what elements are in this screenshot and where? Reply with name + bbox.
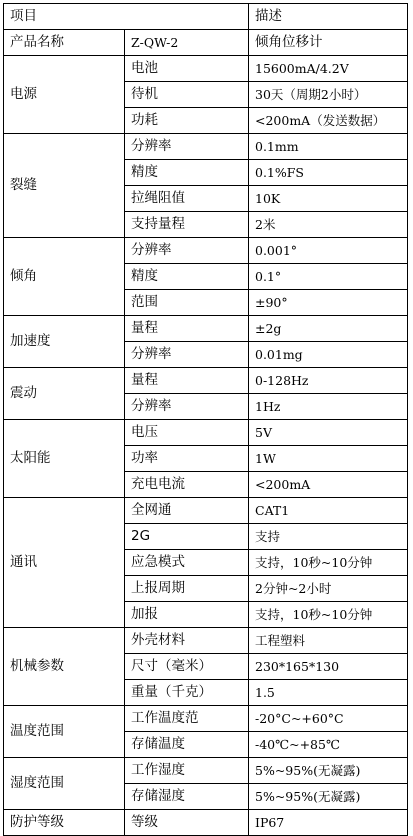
spec-row (4, 316, 408, 342)
param-name-cell: 电池 (125, 56, 249, 82)
spec-row (4, 628, 408, 654)
param-value-cell: 1.5 (249, 680, 408, 706)
param-value-cell: <200mA（发送数据） (249, 108, 408, 134)
param-value-cell: 0-128Hz (249, 368, 408, 394)
param-name-cell: 应急模式 (125, 550, 249, 576)
param-name-cell: 存储湿度 (125, 784, 249, 810)
group-name-cell: 加速度 (4, 316, 125, 368)
param-value-cell: 5%~95%(无凝露) (249, 784, 408, 810)
spec-row (4, 706, 408, 732)
param-name-cell: 全网通 (125, 498, 249, 524)
header-row (4, 4, 408, 30)
param-value-cell: ±2g (249, 316, 408, 342)
spec-row (4, 134, 408, 160)
product-desc-cell: 倾角位移计 (249, 30, 408, 56)
param-name-cell: 外壳材料 (125, 628, 249, 654)
param-name-cell: 分辨率 (125, 342, 249, 368)
spec-table (3, 3, 408, 836)
param-name-cell: 范围 (125, 290, 249, 316)
param-value-cell: 5%~95%(无凝露) (249, 758, 408, 784)
spec-row (4, 810, 408, 836)
param-name-cell: 功耗 (125, 108, 249, 134)
spec-table-body (4, 4, 408, 836)
group-name-cell: 太阳能 (4, 420, 125, 498)
group-name-cell: 机械参数 (4, 628, 125, 706)
group-name-cell: 裂缝 (4, 134, 125, 238)
group-name-cell: 通讯 (4, 498, 125, 628)
param-name-cell: 电压 (125, 420, 249, 446)
param-value-cell: 0.1%FS (249, 160, 408, 186)
spec-row (4, 368, 408, 394)
param-name-cell: 工作湿度 (125, 758, 249, 784)
param-value-cell: 15600mA/4.2V (249, 56, 408, 82)
param-value-cell: 0.1mm (249, 134, 408, 160)
param-name-cell: 尺寸（毫米） (125, 654, 249, 680)
param-name-cell: 分辨率 (125, 394, 249, 420)
param-name-cell: 工作温度范 (125, 706, 249, 732)
spec-row (4, 758, 408, 784)
spec-row (4, 420, 408, 446)
param-value-cell: 30天（周期2小时） (249, 82, 408, 108)
param-value-cell: 2米 (249, 212, 408, 238)
product-row (4, 30, 408, 56)
param-value-cell: <200mA (249, 472, 408, 498)
param-value-cell: CAT1 (249, 498, 408, 524)
header-item-cell: 项目 (4, 4, 249, 30)
param-value-cell: 230*165*130 (249, 654, 408, 680)
group-name-cell: 电源 (4, 56, 125, 134)
param-value-cell: 0.001° (249, 238, 408, 264)
param-name-cell: 重量（千克） (125, 680, 249, 706)
param-name-cell: 功率 (125, 446, 249, 472)
param-name-cell: 支持量程 (125, 212, 249, 238)
param-name-cell: 量程 (125, 368, 249, 394)
group-name-cell: 温度范围 (4, 706, 125, 758)
param-value-cell: 支持，10秒~10分钟 (249, 550, 408, 576)
param-name-cell: 分辨率 (125, 134, 249, 160)
product-label-cell: 产品名称 (4, 30, 125, 56)
group-name-cell: 震动 (4, 368, 125, 420)
group-name-cell: 湿度范围 (4, 758, 125, 810)
product-model-cell: Z-QW-2 (125, 30, 249, 56)
param-value-cell: 10K (249, 186, 408, 212)
param-name-cell: 上报周期 (125, 576, 249, 602)
param-value-cell: ±90° (249, 290, 408, 316)
spec-row (4, 56, 408, 82)
param-name-cell: 加报 (125, 602, 249, 628)
param-name-cell: 充电电流 (125, 472, 249, 498)
param-name-cell: 分辨率 (125, 238, 249, 264)
param-value-cell: 工程塑料 (249, 628, 408, 654)
param-name-cell: 量程 (125, 316, 249, 342)
param-value-cell: 0.01mg (249, 342, 408, 368)
param-value-cell: -40℃~+85℃ (249, 732, 408, 758)
param-name-cell: 2G (125, 524, 249, 550)
param-name-cell: 待机 (125, 82, 249, 108)
group-name-cell: 倾角 (4, 238, 125, 316)
param-name-cell: 精度 (125, 160, 249, 186)
header-desc-cell: 描述 (249, 4, 408, 30)
param-value-cell: 2分钟~2小时 (249, 576, 408, 602)
param-value-cell: -20°C~+60°C (249, 706, 408, 732)
group-name-cell: 防护等级 (4, 810, 125, 836)
param-value-cell: 支持，10秒~10分钟 (249, 602, 408, 628)
param-value-cell: 1Hz (249, 394, 408, 420)
param-name-cell: 等级 (125, 810, 249, 836)
param-name-cell: 拉绳阻值 (125, 186, 249, 212)
param-value-cell: 1W (249, 446, 408, 472)
param-value-cell: 0.1° (249, 264, 408, 290)
param-name-cell: 精度 (125, 264, 249, 290)
param-value-cell: 5V (249, 420, 408, 446)
param-value-cell: IP67 (249, 810, 408, 836)
param-value-cell: 支持 (249, 524, 408, 550)
spec-row (4, 498, 408, 524)
spec-row (4, 238, 408, 264)
param-name-cell: 存储温度 (125, 732, 249, 758)
